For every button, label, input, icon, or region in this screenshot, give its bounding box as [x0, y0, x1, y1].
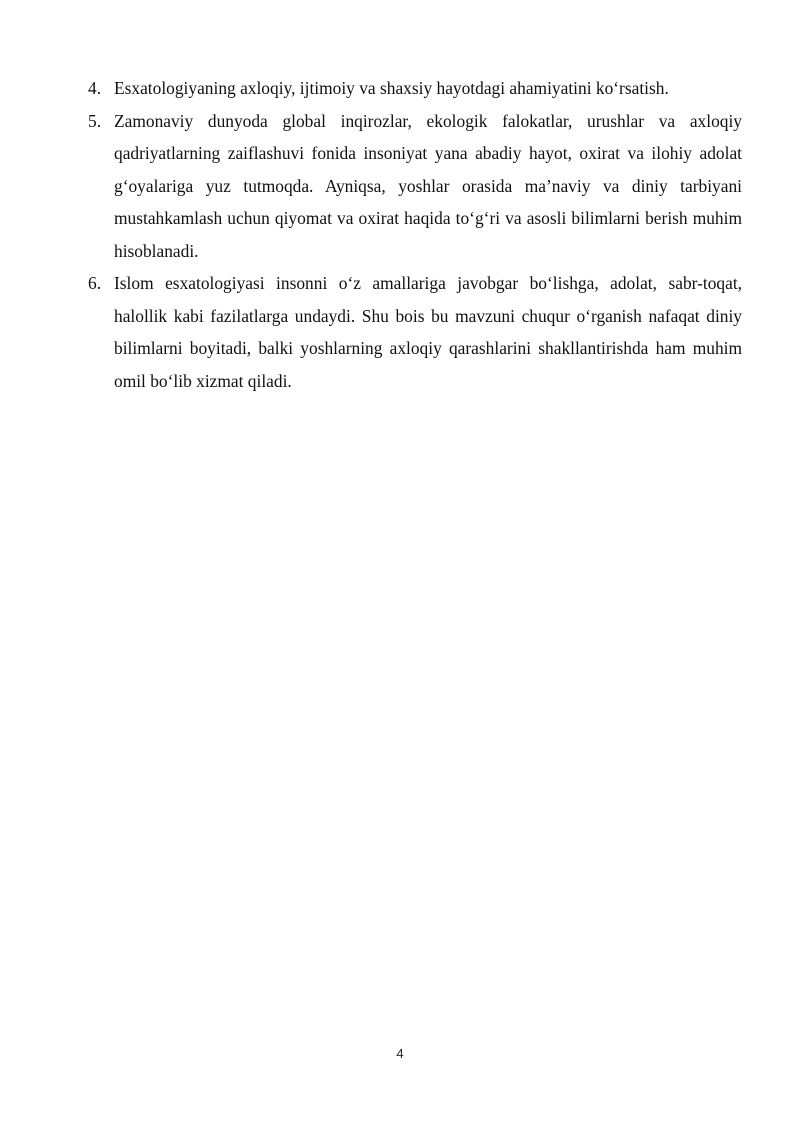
list-item-5	[88, 105, 742, 268]
list-item-text: Islom esxatologiyasi insonni oʻz amallariga javobgar boʻlishga, adolat, sabr-toqat, halollik kabi fazilatlarga undaydi. Shu bois bu mavzuni chuqur oʻrganish nafaqat diniy bilimlarni boyitadi, balki yoshlarning axloqiy qarashlarini shakllantirishda ham muhim omil boʻlib xizmat qiladi.	[114, 273, 742, 391]
list-item-number: 4.	[88, 78, 102, 98]
list-item-4	[88, 72, 742, 105]
list-item-text: Zamonaviy dunyoda global inqirozlar, ekologik falokatlar, urushlar va axloqiy qadriyatlarning zaiflashuvi fonida insoniyat yana abadiy hayot, oxirat va ilohiy adolat gʻoyalariga yuz tutmoqda. Ayniqsa, yoshlar orasida maʼnaviy va diniy tarbiyani mustahkamlash uchun qiyomat va oxirat haqida toʻgʻri va asosli bilimlarni berish muhim hisoblanadi.	[114, 110, 742, 261]
document-body	[88, 72, 742, 397]
list-item-number: 6.	[88, 273, 102, 293]
page-number: 4	[396, 1046, 404, 1061]
list-item-number: 5.	[88, 110, 102, 131]
list-item-6	[88, 267, 742, 397]
list-item-text: Esxatologiyaning axloqiy, ijtimoiy va shaxsiy hayotdagi ahamiyatini koʻrsatish.	[114, 78, 669, 98]
